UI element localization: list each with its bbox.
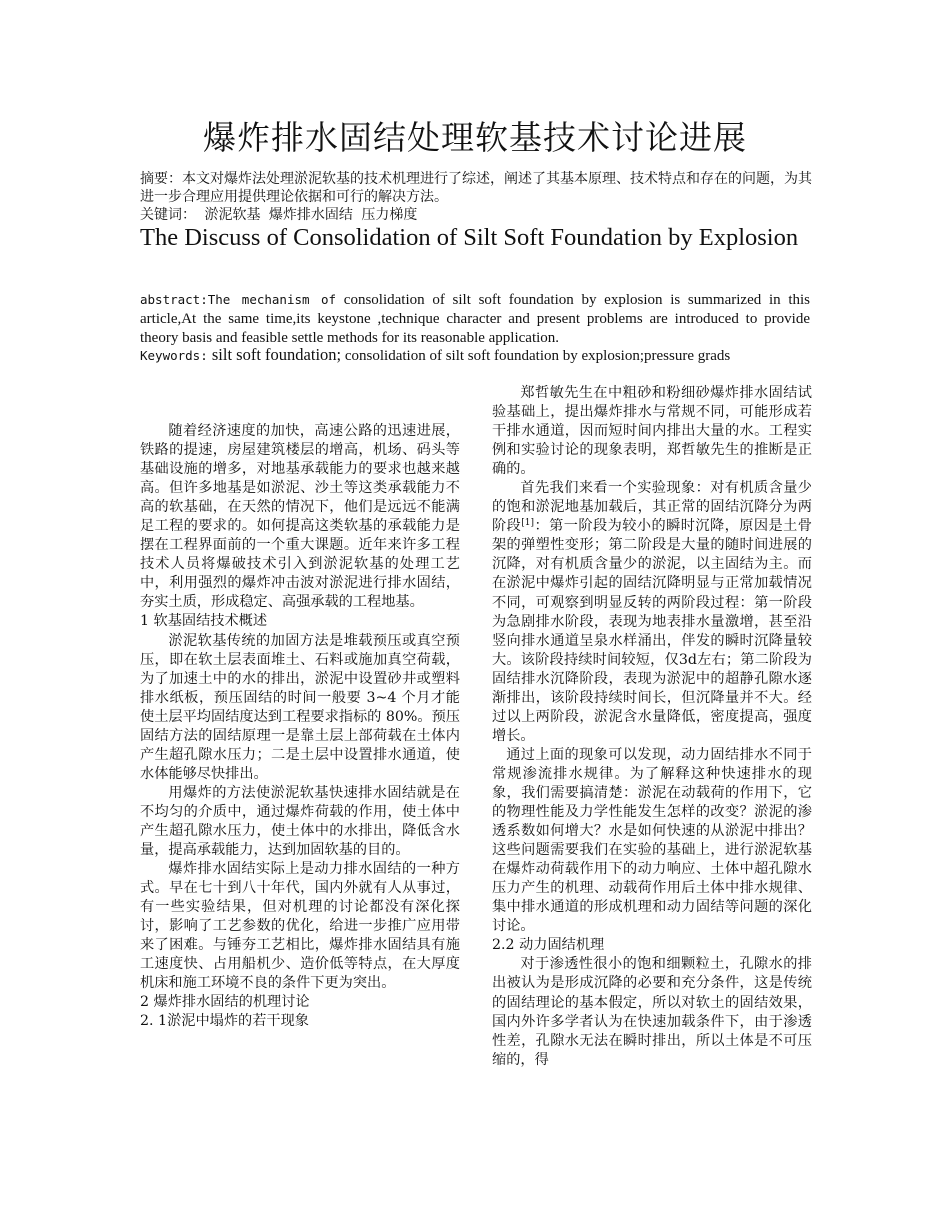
abstract-english-lead: :The mechanism of (200, 292, 337, 307)
paragraph-text: ：第一阶段为较小的瞬时沉降，原因是土骨架的弹塑性变形；第二阶段是大量的随时间进展的沉降，对有机质含量少的淤泥，以主固结为主。而在淤泥中爆炸引起的固结沉降明显与正常加载情况不同，可观察到明显反转的两阶段过程：第一阶段为急剧排水阶段，表现为地表排水量激增，甚至沿竖向排水通道呈泉水样涌出，伴发的瞬时沉降量较大。该阶段持续时间较短，仅3d左右；第二阶段为固结排水沉降阶段，表现为淤泥中的超静孔隙水逐渐排出，该阶段持续时间长，但沉降量并不大。经过以上两阶段，淤泥含水量降低，密度提高，强度增长。 (492, 518, 812, 744)
paragraph (492, 479, 812, 746)
body-column-left (140, 384, 460, 1032)
keywords-english-rest: consolidation of silt soft foundation by explosion;pressure grads (341, 348, 731, 364)
paragraph: 爆炸排水固结实际上是动力排水固结的一种方式。早在七十到八十年代，国内外就有人从事过，有一些实验结果，但对机理的讨论都没有深化探讨，影响了工艺参数的优化，给进一步推广应用带来了困难。与锤夯工艺相比，爆炸排水固结具有施工速度快、占用船机少、造价低等特点，在大厚度机床和施工环境不良的条件下更为突出。 (140, 861, 460, 992)
body-column-right (492, 384, 812, 1070)
keywords-chinese (140, 206, 421, 224)
paragraph: 郑哲敏先生在中粗砂和粉细砂爆炸排水固结试验基础上，提出爆炸排水与常规不同，可能形成若干排水通道，因而短时间内排出大量的水。工程实例和实验讨论的现象表明，郑哲敏先生的推断是正确的。 (492, 385, 812, 478)
paragraph: 淤泥软基传统的加固方法是堆载预压或真空预压，即在软土层表面堆土、石料或施加真空荷载，为了加速土中的水的排出，淤泥中设置砂井或塑料排水纸板，预压固结的时间一般要 3~4 个月才能使土层平均固结度达到工程要求指标的 80%。预压固结方法的固结原理一是靠土层上部荷载在土体内产生超孔隙水压力；二是土层中设置排水通道，使水体能够尽快排出。 (140, 632, 460, 782)
abstract-english-text: consolidation of silt soft foundation by explosion is summarized in this article,At the same time,its keystone ,technique character and present problems are introduced to provide theory basis and feasible settle methods for its reasonable application. (140, 292, 810, 346)
paragraph: 随着经济速度的加快，高速公路的迅速进展，铁路的提速，房屋建筑楼层的增高，机场、码头等基础设施的增多，对地基承载能力的要求也越来越高。但许多地基是如淤泥、沙土等这类承载能力不高的软基础，在天然的情况下，他们是远远不能满足工程的要求的。如何提高这类软基的承载能力是摆在工程界面前的一个重大课题。近年来许多工程技术人员将爆破技术引入到淤泥软基的处理工艺中，利用强烈的爆炸冲击波对淤泥进行排水固结，夯实土质，形成稳定、高强承载的工程地基。 (140, 423, 460, 611)
citation-reference: [1] (521, 518, 535, 529)
paragraph: 对于渗透性很小的饱和细颗粒土，孔隙水的排出被认为是形成沉降的必要和充分条件，这是传统的固结理论的基本假定，所以对软土的固结效果，国内外许多学者认为在快速加载条件下，由于渗透性差，孔隙水无法在瞬时排出，所以土体是不可压缩的，得 (492, 956, 812, 1068)
keywords-english (140, 345, 820, 366)
keywords-chinese-label: 关键词： (140, 207, 196, 223)
abstract-english (140, 290, 810, 348)
section-heading: 2 爆炸排水固结的机理讨论 (140, 994, 310, 1011)
abstract-english-label: abstract (140, 292, 201, 307)
subsection-heading: 2.2 动力固结机理 (492, 937, 605, 954)
keyword-item: 压力梯度 (361, 207, 418, 223)
title-chinese: 爆炸排水固结处理软基技术讨论进展 (203, 118, 747, 157)
abstract-chinese: 摘要：本文对爆炸法处理淤泥软基的技术机理进行了综述，阐述了其基本原理、技术特点和存在的问题，为其进一步合理应用提供理论依据和可行的解决方法。 (140, 171, 812, 205)
keywords-english-first: silt soft foundation; (207, 345, 342, 364)
section-heading: 1 软基固结技术概述 (140, 613, 268, 630)
keywords-english-separator: : (200, 348, 208, 363)
paragraph-text: 首先我们来看一个实验现象：对有机质含量少的饱和淤泥地基加载后，其正常的固结沉降分为两阶段 (492, 480, 812, 535)
keyword-item: 爆炸排水固结 (268, 207, 353, 223)
title-english: The Discuss of Consolidation of Silt Soft Foundation by Explosion (140, 224, 799, 251)
column-spacer (140, 384, 460, 422)
keyword-item: 淤泥软基 (204, 207, 261, 223)
paragraph: 用爆炸的方法使淤泥软基快速排水固结就是在不均匀的介质中，通过爆炸荷载的作用，使土体中产生超孔隙水压力，使土体中的水排出，降低含水量，提高承载能力，达到加固软基的目的。 (140, 784, 460, 859)
keywords-english-label: Keywords (140, 348, 201, 363)
subsection-heading: 2. 1淤泥中塌炸的若干现象 (140, 1013, 309, 1030)
paragraph: 通过上面的现象可以发现，动力固结排水不同于常规渗流排水规律。为了解释这种快速排水的现象，我们需要搞清楚：淤泥在动载荷的作用下，它的物理性能及力学性能发生怎样的改变？淤泥的渗透系数如何增大？水是如何快速的从淤泥中排出？这些问题需要我们在实验的基础上，进行淤泥软基在爆炸动荷载作用下的动力响应、土体中超孔隙水压力产生的机理、动载荷作用后土体中排水规律、集中排水通道的形成机理和动力固结等问题的深化讨论。 (492, 746, 812, 935)
